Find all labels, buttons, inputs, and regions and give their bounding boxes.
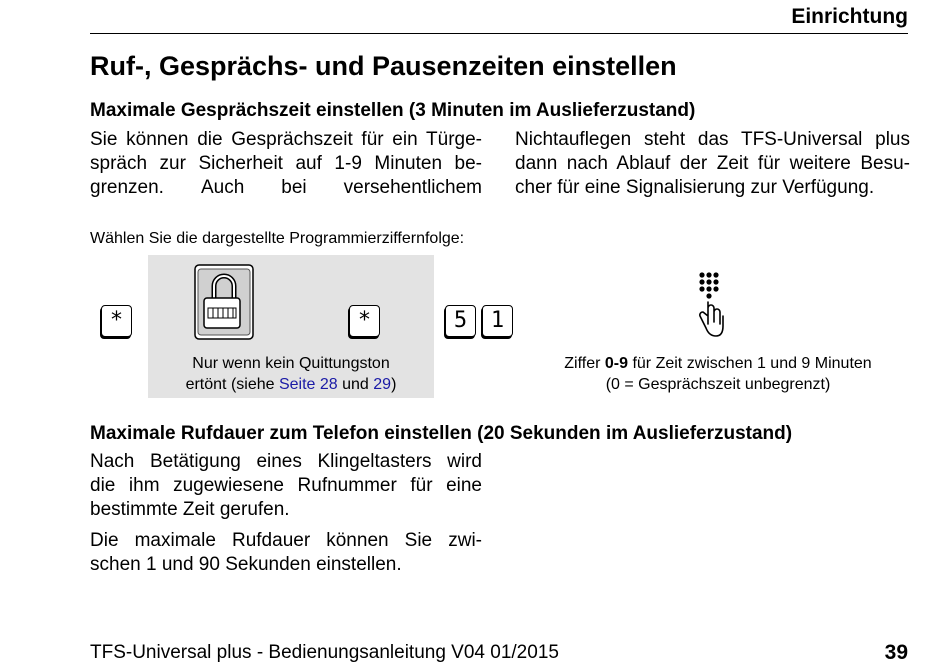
caption-line: Nur wenn kein Quittungston <box>192 355 390 372</box>
conditional-caption <box>148 353 434 395</box>
word: Auch <box>200 177 245 198</box>
text-line: Sie können die Gesprächszeit für ein Türge- <box>90 129 482 150</box>
digit-caption <box>520 353 916 395</box>
text-line: Nach Betätigung eines Klingeltasters wird <box>90 451 482 472</box>
running-header: Einrichtung <box>791 5 908 28</box>
section2-paragraph-2 <box>90 529 482 577</box>
text-line: bestimmte Zeit gerufen. <box>90 499 290 520</box>
page-link-29[interactable]: 29 <box>373 376 392 393</box>
header-rule <box>90 33 908 34</box>
page-number: 39 <box>884 641 908 664</box>
star-key: * <box>349 305 380 337</box>
page-title: Ruf-, Gesprächs- und Pausenzeiten einstellen <box>90 51 677 81</box>
caption-line: (0 = Gesprächszeit unbegrenzt) <box>605 376 831 393</box>
word: bei <box>281 177 307 198</box>
text-line: die ihm zugewiesene Rufnummer für eine <box>90 475 482 496</box>
caption-line: Ziffer 0-9 für Zeit zwischen 1 und 9 Minuten <box>564 355 872 372</box>
text-line <box>90 176 482 200</box>
section1-column-right <box>515 128 910 200</box>
keypad-finger-icon <box>696 270 726 342</box>
text-line: cher für eine Signalisierung zur Verfügung. <box>515 177 875 198</box>
section2-paragraph-1 <box>90 450 482 522</box>
star-key: * <box>101 305 132 337</box>
section-heading-rufdauer: Maximale Rufdauer zum Telefon einstellen (20 Sekunden im Auslieferzustand) <box>90 423 793 444</box>
instruction-text: Wählen Sie die dargestellte Programmierziffernfolge: <box>90 230 465 247</box>
digit-key-5: 5 <box>445 305 476 337</box>
section1-column-left <box>90 128 482 200</box>
padlock-icon <box>194 264 254 340</box>
digit-key-1: 1 <box>482 305 513 337</box>
text-line: dann nach Ablauf der Zeit für weitere Besu- <box>515 153 910 174</box>
text-line: Nichtauflegen steht das TFS-Universal plus <box>515 129 910 150</box>
text-line: spräch zur Sicherheit auf 1-9 Minuten be- <box>90 153 482 174</box>
caption-line: ertönt (siehe Seite 28 und 29) <box>185 376 397 393</box>
text-line: schen 1 und 90 Sekunden einstellen. <box>90 554 402 575</box>
footer-document-info: TFS-Universal plus - Bedienungsanleitung V04 01/2015 <box>90 642 559 663</box>
section-heading-gespraechszeit: Maximale Gesprächszeit einstellen (3 Minuten im Auslieferzustand) <box>90 100 696 121</box>
page-link-28[interactable]: Seite 28 <box>278 376 338 393</box>
text-line: Die maximale Rufdauer können Sie zwi- <box>90 530 482 551</box>
word: grenzen. <box>90 177 164 198</box>
word: versehentlichem <box>343 177 482 198</box>
